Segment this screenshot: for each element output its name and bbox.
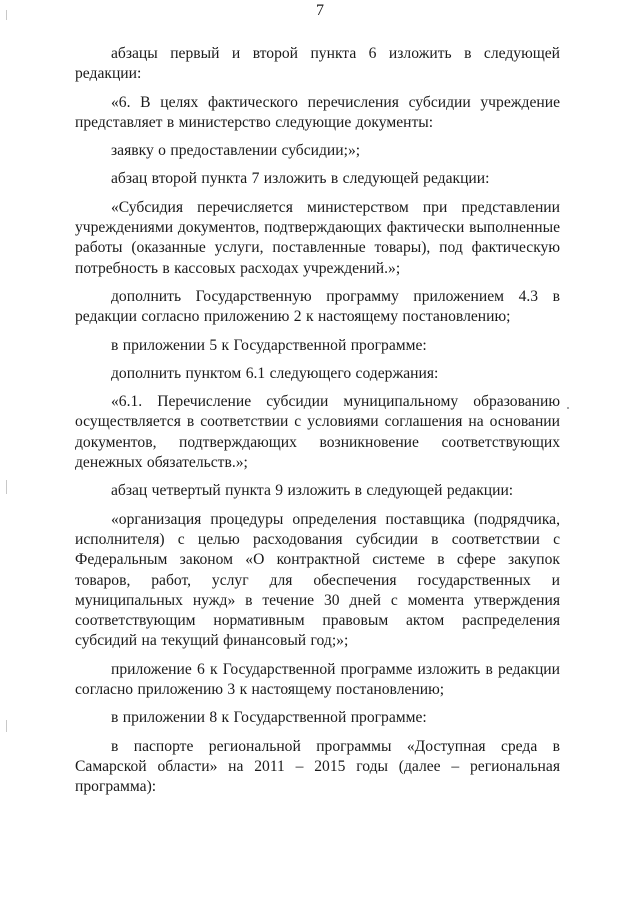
document-body bbox=[75, 44, 560, 806]
paragraph: «организация процедуры определения поставщика (подрядчика, исполнителя) с целью расходования субсидии в соответствии с Федеральным законом «О контрактной системе в сфере закупок товаров, работ, услуг для обеспечения государственных и муниципальных нужд» в течение 30 дней с момента утверждения соответствующим нормативным правовым актом распределения субсидий на текущий финансовый год;»; bbox=[75, 510, 560, 650]
paragraph: абзац четвертый пункта 9 изложить в следующей редакции: bbox=[111, 482, 514, 500]
paragraph: приложение 6 к Государственной программе изложить в редакции согласно приложению 3 к настоящему постановлению; bbox=[75, 660, 560, 699]
paragraph: в приложении 5 к Государственной программе: bbox=[111, 336, 427, 354]
paragraph: дополнить Государственную программу приложением 4.3 в редакции согласно приложению 2 к настоящему постановлению; bbox=[75, 287, 560, 326]
scan-edge-mark bbox=[6, 720, 7, 732]
page-number: 7 bbox=[316, 2, 324, 19]
paragraph: абзацы первый и второй пункта 6 изложить в следующей редакции: bbox=[75, 45, 560, 83]
scan-speck bbox=[567, 407, 569, 409]
paragraph: «6. В целях фактического перечисления субсидии учреждение представляет в министерство следующие документы: bbox=[75, 93, 560, 131]
paragraph: абзац второй пункта 7 изложить в следующей редакции: bbox=[111, 170, 490, 188]
scan-edge-mark bbox=[6, 480, 7, 494]
paragraph: «6.1. Перечисление субсидии муниципальному образованию осуществляется в соответствии с условиями соглашения на основании документов, подтверждающих возникновение соответствующих денежных обязательств.»; bbox=[75, 393, 560, 472]
paragraph: заявку о предоставлении субсидии;»; bbox=[111, 142, 361, 160]
paragraph: в приложении 8 к Государственной программе: bbox=[111, 709, 427, 727]
paragraph: дополнить пунктом 6.1 следующего содержания: bbox=[111, 364, 439, 382]
paragraph: в паспорте региональной программы «Доступная среда в Самарской области» на 2011 – 2015 годы (далее – региональная программа): bbox=[75, 737, 560, 796]
paragraph: «Субсидия перечисляется министерством при представлении учреждениями документов, подтверждающих фактически выполненные работы (оказанные услуги, поставленные товары), под фактическую потребность в кассовых расходах учреждений.»; bbox=[75, 198, 560, 277]
